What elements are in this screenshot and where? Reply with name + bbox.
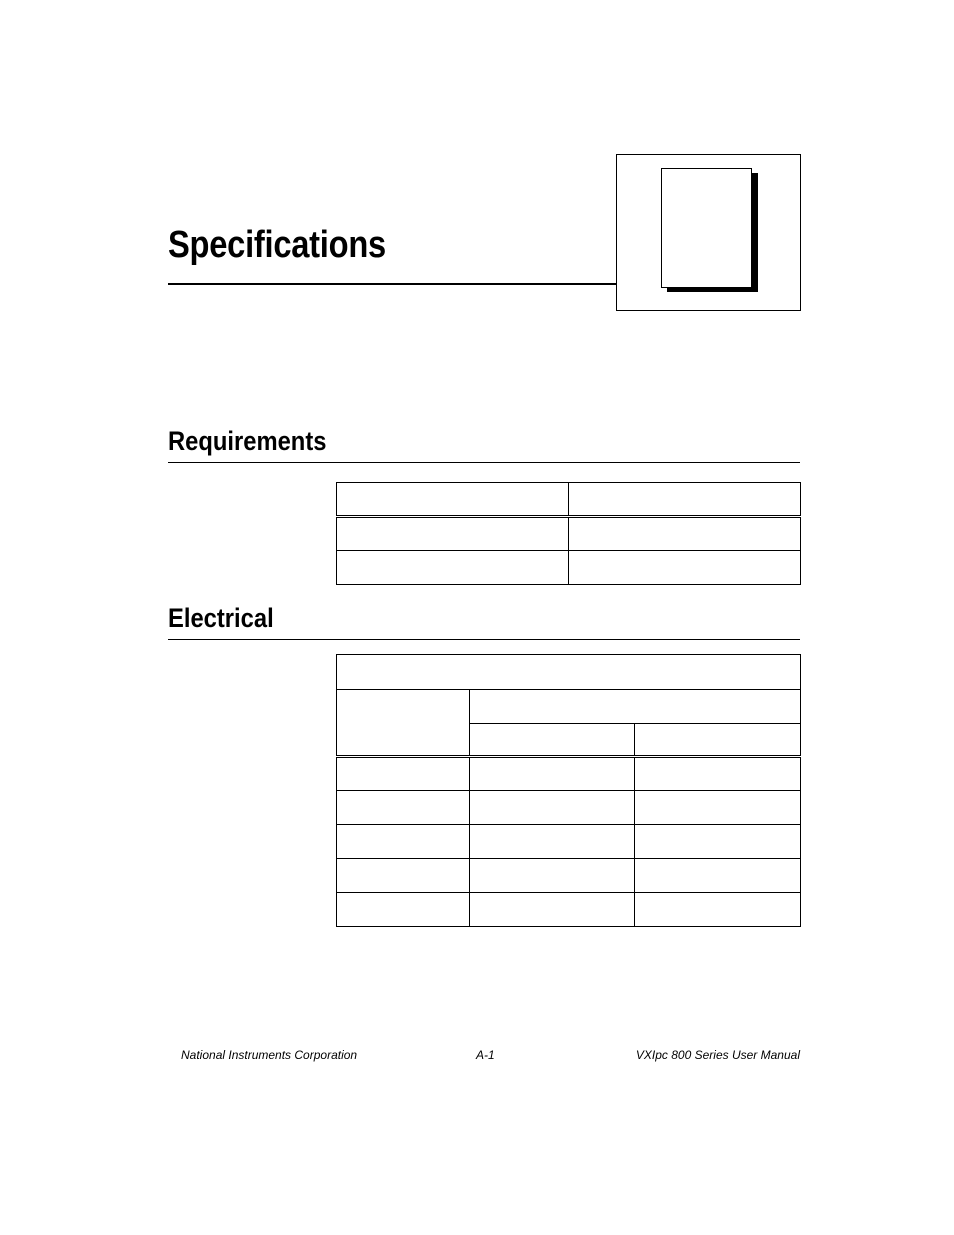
chapter-title-rule: [168, 283, 616, 285]
table-cell: [337, 893, 470, 927]
table-cell: [635, 757, 801, 791]
table-cell: [470, 690, 801, 724]
requirements-rule: [168, 462, 800, 463]
table-cell: [337, 690, 470, 757]
footer-manual-title: VXIpc 800 Series User Manual: [635, 1048, 800, 1062]
table-cell: [470, 757, 635, 791]
table-cell: [337, 757, 470, 791]
table-cell: [635, 724, 801, 757]
table-cell: [635, 791, 801, 825]
table-cell: [470, 859, 635, 893]
table-cell: [470, 825, 635, 859]
table-header-row: [337, 655, 801, 690]
electrical-table: [336, 654, 801, 927]
table-row: [337, 893, 801, 927]
table-cell: [569, 483, 801, 517]
table-cell: [337, 791, 470, 825]
table-row: [337, 825, 801, 859]
table-cell: [337, 655, 801, 690]
table-cell: [470, 724, 635, 757]
table-cell: [635, 893, 801, 927]
table-header-row: [337, 690, 801, 724]
footer-company: National Instruments Corporation: [181, 1048, 358, 1062]
table-cell: [635, 825, 801, 859]
table-row: [337, 517, 801, 551]
table-row: [337, 757, 801, 791]
table-row: [337, 551, 801, 585]
electrical-rule: [168, 639, 800, 640]
electrical-heading: Electrical: [168, 603, 274, 633]
page-icon: [661, 168, 752, 288]
table-cell: [635, 859, 801, 893]
footer-page-number: A-1: [476, 1048, 495, 1062]
table-row: [337, 791, 801, 825]
table-cell: [337, 859, 470, 893]
table-cell: [337, 825, 470, 859]
table-cell: [337, 551, 569, 585]
chapter-tab-box: [616, 154, 801, 311]
table-row: [337, 859, 801, 893]
requirements-heading: Requirements: [168, 426, 327, 456]
table-cell: [569, 517, 801, 551]
requirements-table: [336, 482, 801, 585]
table-cell: [470, 893, 635, 927]
table-cell: [569, 551, 801, 585]
table-cell: [470, 791, 635, 825]
chapter-title: Specifications: [168, 224, 386, 266]
table-header-row: [337, 483, 801, 517]
table-cell: [337, 483, 569, 517]
table-cell: [337, 517, 569, 551]
